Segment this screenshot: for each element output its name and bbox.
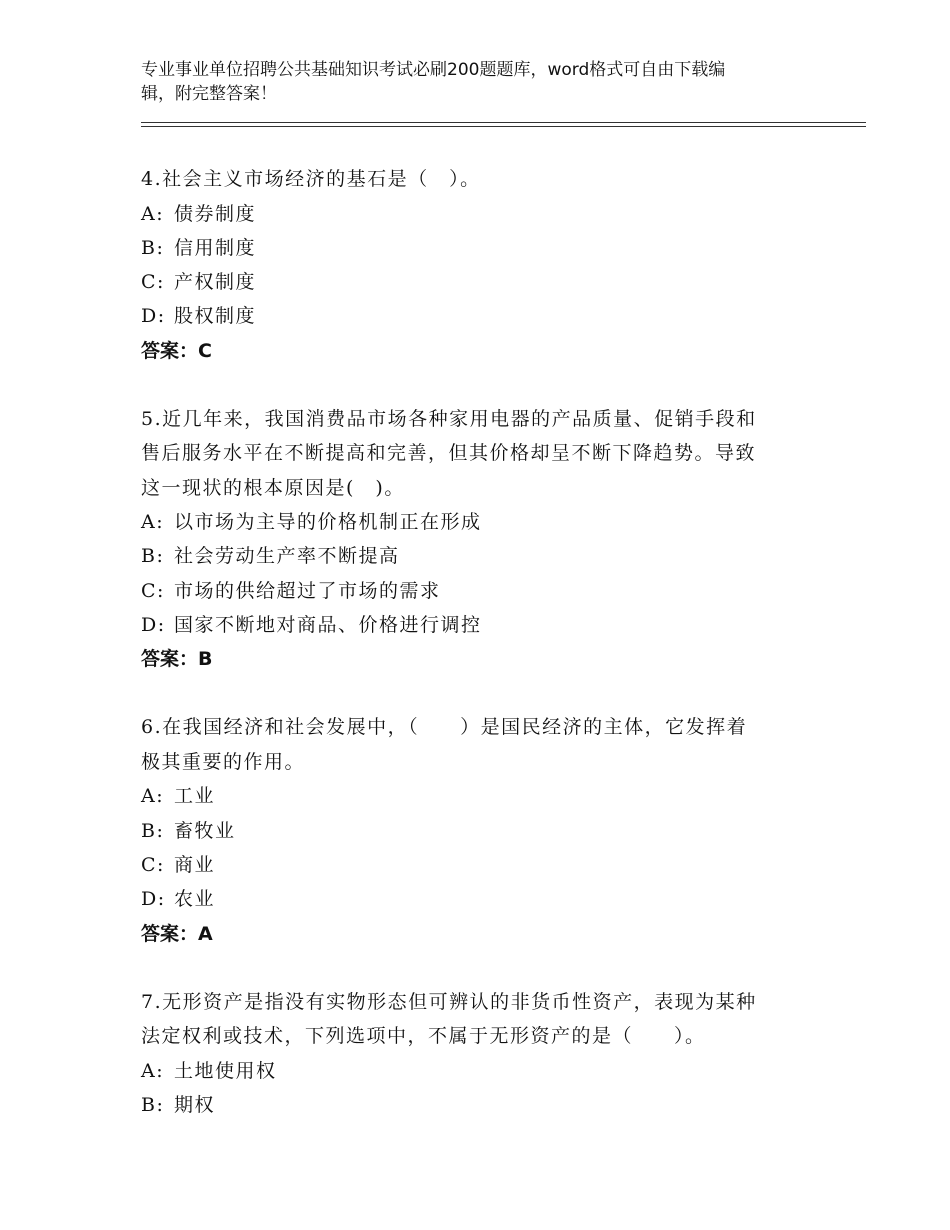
option-text: 产权制度: [174, 271, 257, 294]
question-text-line: 售后服务水平在不断提高和完善，但其价格却呈不断下降趋势。导致: [141, 442, 757, 465]
option-key: A:: [141, 1059, 165, 1082]
option-text: 市场的供给超过了市场的需求: [174, 579, 441, 602]
option-key: B:: [141, 545, 165, 568]
option-key: A:: [141, 511, 165, 534]
question-block: [141, 985, 811, 1123]
header-line-2: 辑，附完整答案！: [141, 84, 277, 104]
option-key: B:: [141, 1093, 165, 1116]
option-text: 农业: [174, 888, 216, 911]
question-text-line: 这一现状的根本原因是( )。: [141, 476, 405, 499]
answer-label: 答案：B: [141, 648, 213, 671]
option-text: 商业: [174, 853, 216, 876]
option-key: C:: [141, 271, 165, 294]
answer-label: 答案：A: [141, 922, 213, 945]
answer-label: 答案：C: [141, 339, 212, 362]
option-key: A:: [141, 202, 165, 225]
option-item: [141, 574, 811, 608]
option-item: [141, 231, 811, 265]
option-text: 畜牧业: [174, 819, 236, 842]
option-item: [141, 1054, 811, 1088]
option-item: [141, 814, 811, 848]
option-text: 国家不断地对商品、价格进行调控: [174, 614, 482, 637]
header-line-1: 专业事业单位招聘公共基础知识考试必刷200题题库，word格式可自由下载编: [141, 60, 726, 80]
question-spacer: [141, 368, 811, 402]
option-key: C:: [141, 579, 165, 602]
option-item: [141, 779, 811, 813]
question-block: [141, 162, 811, 368]
question-spacer: [141, 676, 811, 710]
option-text: 股权制度: [174, 305, 257, 328]
option-key: A:: [141, 785, 165, 808]
option-text: 工业: [174, 785, 216, 808]
question-text-line: 6.在我国经济和社会发展中，（ ）是国民经济的主体，它发挥着: [141, 716, 748, 739]
option-key: D:: [141, 305, 166, 328]
option-item: [141, 1088, 811, 1122]
header-divider: [141, 122, 866, 127]
option-key: B:: [141, 819, 165, 842]
document-header: [141, 58, 801, 106]
option-item: [141, 882, 811, 916]
question-text-line: 4.社会主义市场经济的基石是（ ）。: [141, 168, 481, 190]
option-text: 土地使用权: [174, 1059, 277, 1082]
option-text: 期权: [174, 1093, 216, 1116]
question-text-line: 7.无形资产是指没有实物形态但可辨认的非货币性资产，表现为某种: [141, 990, 757, 1013]
option-text: 债券制度: [174, 202, 257, 225]
option-text: 信用制度: [174, 236, 257, 259]
option-item: [141, 539, 811, 573]
option-item: [141, 265, 811, 299]
option-key: D:: [141, 888, 166, 911]
option-item: [141, 197, 811, 231]
option-item: [141, 505, 811, 539]
question-spacer: [141, 951, 811, 985]
question-text-line: 极其重要的作用。: [141, 750, 306, 773]
option-text: 以市场为主导的价格机制正在形成: [174, 511, 482, 534]
option-item: [141, 848, 811, 882]
option-key: B:: [141, 236, 165, 259]
question-block: [141, 402, 811, 677]
option-item: [141, 608, 811, 642]
option-key: C:: [141, 853, 165, 876]
option-text: 社会劳动生产率不断提高: [174, 545, 400, 568]
option-item: [141, 299, 811, 333]
question-text-line: 法定权利或技术，下列选项中，不属于无形资产的是（ ）。: [141, 1025, 706, 1048]
question-block: [141, 710, 811, 950]
option-key: D:: [141, 614, 166, 637]
question-list: [141, 162, 811, 1122]
question-text-line: 5.近几年来，我国消费品市场各种家用电器的产品质量、促销手段和: [141, 407, 757, 430]
